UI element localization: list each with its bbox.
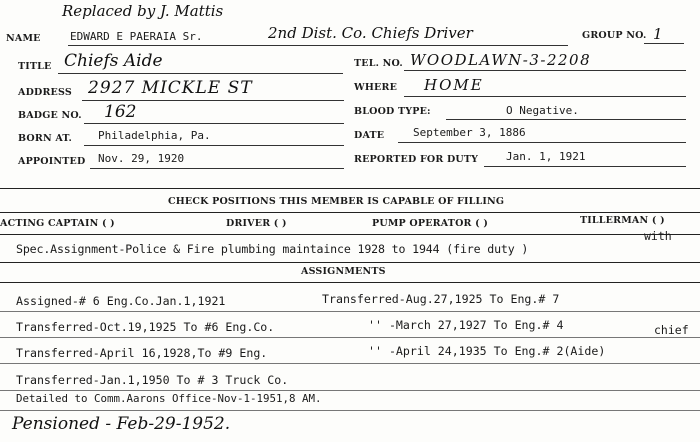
reported-value: Jan. 1, 1921 [506, 150, 586, 163]
badge-underline [84, 123, 344, 124]
address-underline [82, 100, 344, 101]
divider-positions [0, 212, 700, 213]
born-value: Philadelphia, Pa. [98, 129, 211, 142]
positions-header: CHECK POSITIONS THIS MEMBER IS CAPABLE OF FILLING [168, 196, 505, 207]
row-line-2 [0, 337, 700, 338]
title-value: Chiefs Aide [64, 51, 163, 71]
acting-captain-check: ACTING CAPTAIN ( ) [0, 218, 115, 229]
reported-underline [484, 166, 686, 167]
replaced-by-note: Replaced by J. Mattis [62, 2, 224, 20]
blood-value: O Negative. [506, 104, 579, 117]
assignment-row-1-right: Transferred-Aug.27,1925 To Eng.# 7 [322, 292, 560, 306]
name-value: EDWARD E PAERAIA Sr. [70, 30, 203, 43]
row-line-1 [0, 311, 700, 312]
where-value: HOME [424, 76, 484, 94]
assignment-row-3-left: Transferred-April 16,1928,To #9 Eng. [16, 346, 268, 360]
chief-note: chief [654, 323, 689, 337]
assignment-row-1-left: Assigned-# 6 Eng.Co.Jan.1,1921 [16, 294, 226, 308]
pensioned-note: Pensioned - Feb-29-1952. [12, 414, 231, 434]
row-line-4 [0, 390, 700, 391]
assignment-row-4: Transferred-Jan.1,1950 To # 3 Truck Co. [16, 373, 289, 387]
assignments-header: ASSIGNMENTS [301, 266, 386, 277]
divider-top [0, 188, 700, 189]
date-underline [398, 142, 686, 143]
date-value: September 3, 1886 [413, 126, 526, 139]
blood-label: BLOOD TYPE: [354, 106, 431, 117]
divider-spec [0, 262, 700, 263]
tel-underline [404, 70, 686, 71]
row-line-3 [0, 363, 700, 364]
born-label: BORN AT. [18, 133, 72, 144]
reported-label: REPORTED FOR DUTY [354, 154, 479, 165]
group-label: GROUP NO. [582, 30, 647, 41]
group-value: 1 [653, 25, 663, 43]
badge-value: 162 [104, 102, 137, 122]
tel-value: WOODLAWN-3-2208 [410, 51, 592, 69]
name-note: 2nd Dist. Co. Chiefs Driver [268, 24, 473, 42]
divider-positions-bottom [0, 234, 700, 235]
where-underline [404, 96, 686, 97]
assignment-row-3-right: '' -April 24,1935 To Eng.# 2(Aide) [368, 344, 606, 358]
spec-assignment: Spec.Assignment-Police & Fire plumbing maintaince 1928 to 1944 (fire duty ) [16, 242, 529, 256]
badge-label: BADGE NO. [18, 110, 82, 121]
appointed-value: Nov. 29, 1920 [98, 152, 185, 165]
where-label: WHERE [354, 82, 398, 93]
divider-assignments [0, 282, 700, 283]
born-underline [84, 145, 344, 146]
name-underline [68, 45, 568, 46]
address-value: 2927 MICKLE ST [88, 78, 253, 98]
spec-with-note: with [644, 229, 672, 243]
pump-operator-check: PUMP OPERATOR ( ) [372, 218, 489, 229]
name-label: NAME [6, 33, 41, 44]
row-line-5 [0, 410, 700, 411]
group-underline [644, 43, 684, 44]
title-label: TITLE [18, 61, 52, 72]
date-label: DATE [354, 130, 385, 141]
assignment-row-5: Detailed to Comm.Aarons Office-Nov-1-1951,8 AM. [16, 392, 322, 405]
appointed-underline [90, 168, 344, 169]
tillerman-check: TILLERMAN ( ) [580, 215, 665, 226]
assignment-row-2-right: '' -March 27,1927 To Eng.# 4 [368, 318, 564, 332]
blood-underline [446, 119, 686, 120]
appointed-label: APPOINTED [18, 156, 86, 167]
tel-label: TEL. NO. [354, 58, 403, 69]
driver-check: DRIVER ( ) [226, 218, 287, 229]
address-label: ADDRESS [18, 87, 72, 98]
assignment-row-2-left: Transferred-Oct.19,1925 To #6 Eng.Co. [16, 320, 275, 334]
title-underline [58, 73, 343, 74]
